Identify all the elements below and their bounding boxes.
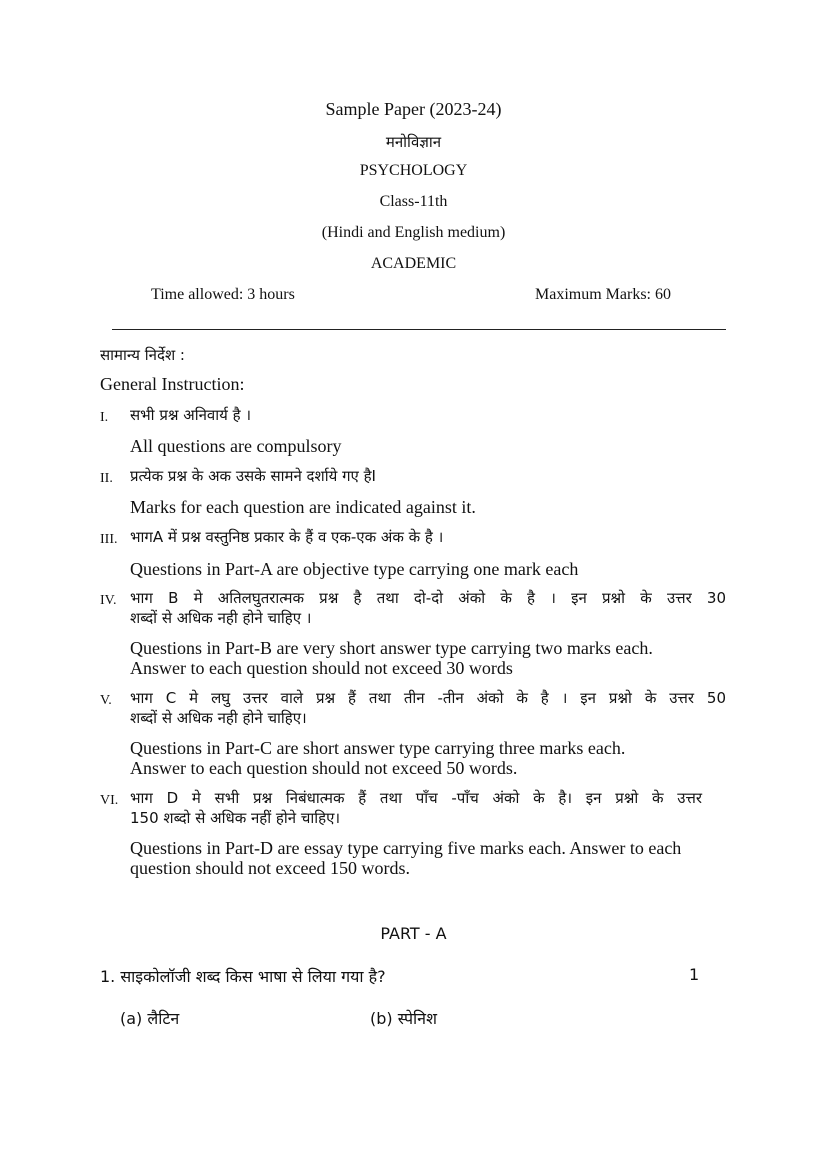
instruction-english: All questions are compulsory	[130, 436, 342, 456]
instruction-hindi: सभी प्रश्न अनिवार्य है ।	[130, 406, 252, 424]
question-1-marks: 1	[689, 965, 700, 984]
instruction-english-line-1: Questions in Part-D are essay type carrying five marks each. Answer to each	[130, 838, 682, 858]
instruction-numeral: III.	[100, 532, 118, 547]
question-1-option-b: (b) स्पेनिश	[370, 1009, 437, 1028]
instructions-heading-english: General Instruction:	[100, 374, 245, 394]
instruction-hindi-line-2: शब्दों से अधिक नही होने चाहिए।	[130, 709, 307, 727]
paper-title: Sample Paper (2023-24)	[325, 99, 502, 119]
time-allowed: Time allowed: 3 hours	[151, 286, 295, 303]
instruction-numeral: II.	[100, 471, 113, 486]
class-label: Class-11th	[379, 193, 448, 210]
instruction-hindi: भागA में प्रश्न वस्तुनिष्ठ प्रकार के हैं व एक-एक अंक के है ।	[130, 528, 444, 546]
instruction-hindi-line-1: भाग C मे लघु उत्तर वाले प्रश्न हैं तथा तीन -तीन अंको के है । इन प्रश्नो के उत्तर 50	[130, 689, 726, 707]
subject-hindi: मनोविज्ञान	[385, 133, 442, 151]
instructions-heading-hindi: सामान्य निर्देश :	[100, 346, 185, 364]
instruction-english-line-1: Questions in Part-C are short answer type carrying three marks each.	[130, 738, 626, 758]
instruction-hindi-line-1: भाग B मे अतिलघुतरात्मक प्रश्न है तथा दो-दो अंको के है । इन प्रश्नो के उत्तर 30	[130, 589, 726, 607]
maximum-marks: Maximum Marks: 60	[535, 286, 671, 303]
instruction-numeral: I.	[100, 410, 109, 425]
instruction-english-line-2: Answer to each question should not exceed 50 words.	[130, 758, 518, 778]
instruction-english-line-2: Answer to each question should not exceed 30 words	[130, 658, 513, 678]
header-divider	[112, 329, 726, 330]
instruction-english-line-1: Questions in Part-B are very short answer type carrying two marks each.	[130, 638, 653, 658]
instruction-english-line-2: question should not exceed 150 words.	[130, 858, 410, 878]
instruction-hindi-line-2: शब्दों से अधिक नही होने चाहिए ।	[130, 609, 312, 627]
instruction-english: Questions in Part-A are objective type carrying one mark each	[130, 559, 579, 579]
part-a-heading: PART - A	[380, 924, 447, 943]
instruction-hindi: प्रत्येक प्रश्न के अक उसके सामने दर्शाये गए हैI	[130, 467, 376, 485]
instruction-numeral: IV.	[100, 593, 117, 608]
subject-english: PSYCHOLOGY	[359, 162, 468, 179]
instruction-numeral: V.	[100, 693, 112, 708]
instruction-hindi-line-1: भाग D मे सभी प्रश्न निबंधात्मक हैं तथा पाँच -पाँच अंको के है। इन प्रश्नो के उत्तर	[130, 789, 702, 807]
instruction-english: Marks for each question are indicated against it.	[130, 497, 476, 517]
medium-label: (Hindi and English medium)	[321, 224, 506, 241]
instruction-numeral: VI.	[100, 793, 119, 808]
instruction-hindi-line-2: 150 शब्दो से अधिक नहीं होने चाहिए।	[130, 809, 341, 827]
question-1-text: 1. साइकोलॉजी शब्द किस भाषा से लिया गया है?	[100, 967, 386, 986]
stream-label: ACADEMIC	[370, 255, 457, 272]
question-1-option-a: (a) लैटिन	[120, 1009, 180, 1028]
